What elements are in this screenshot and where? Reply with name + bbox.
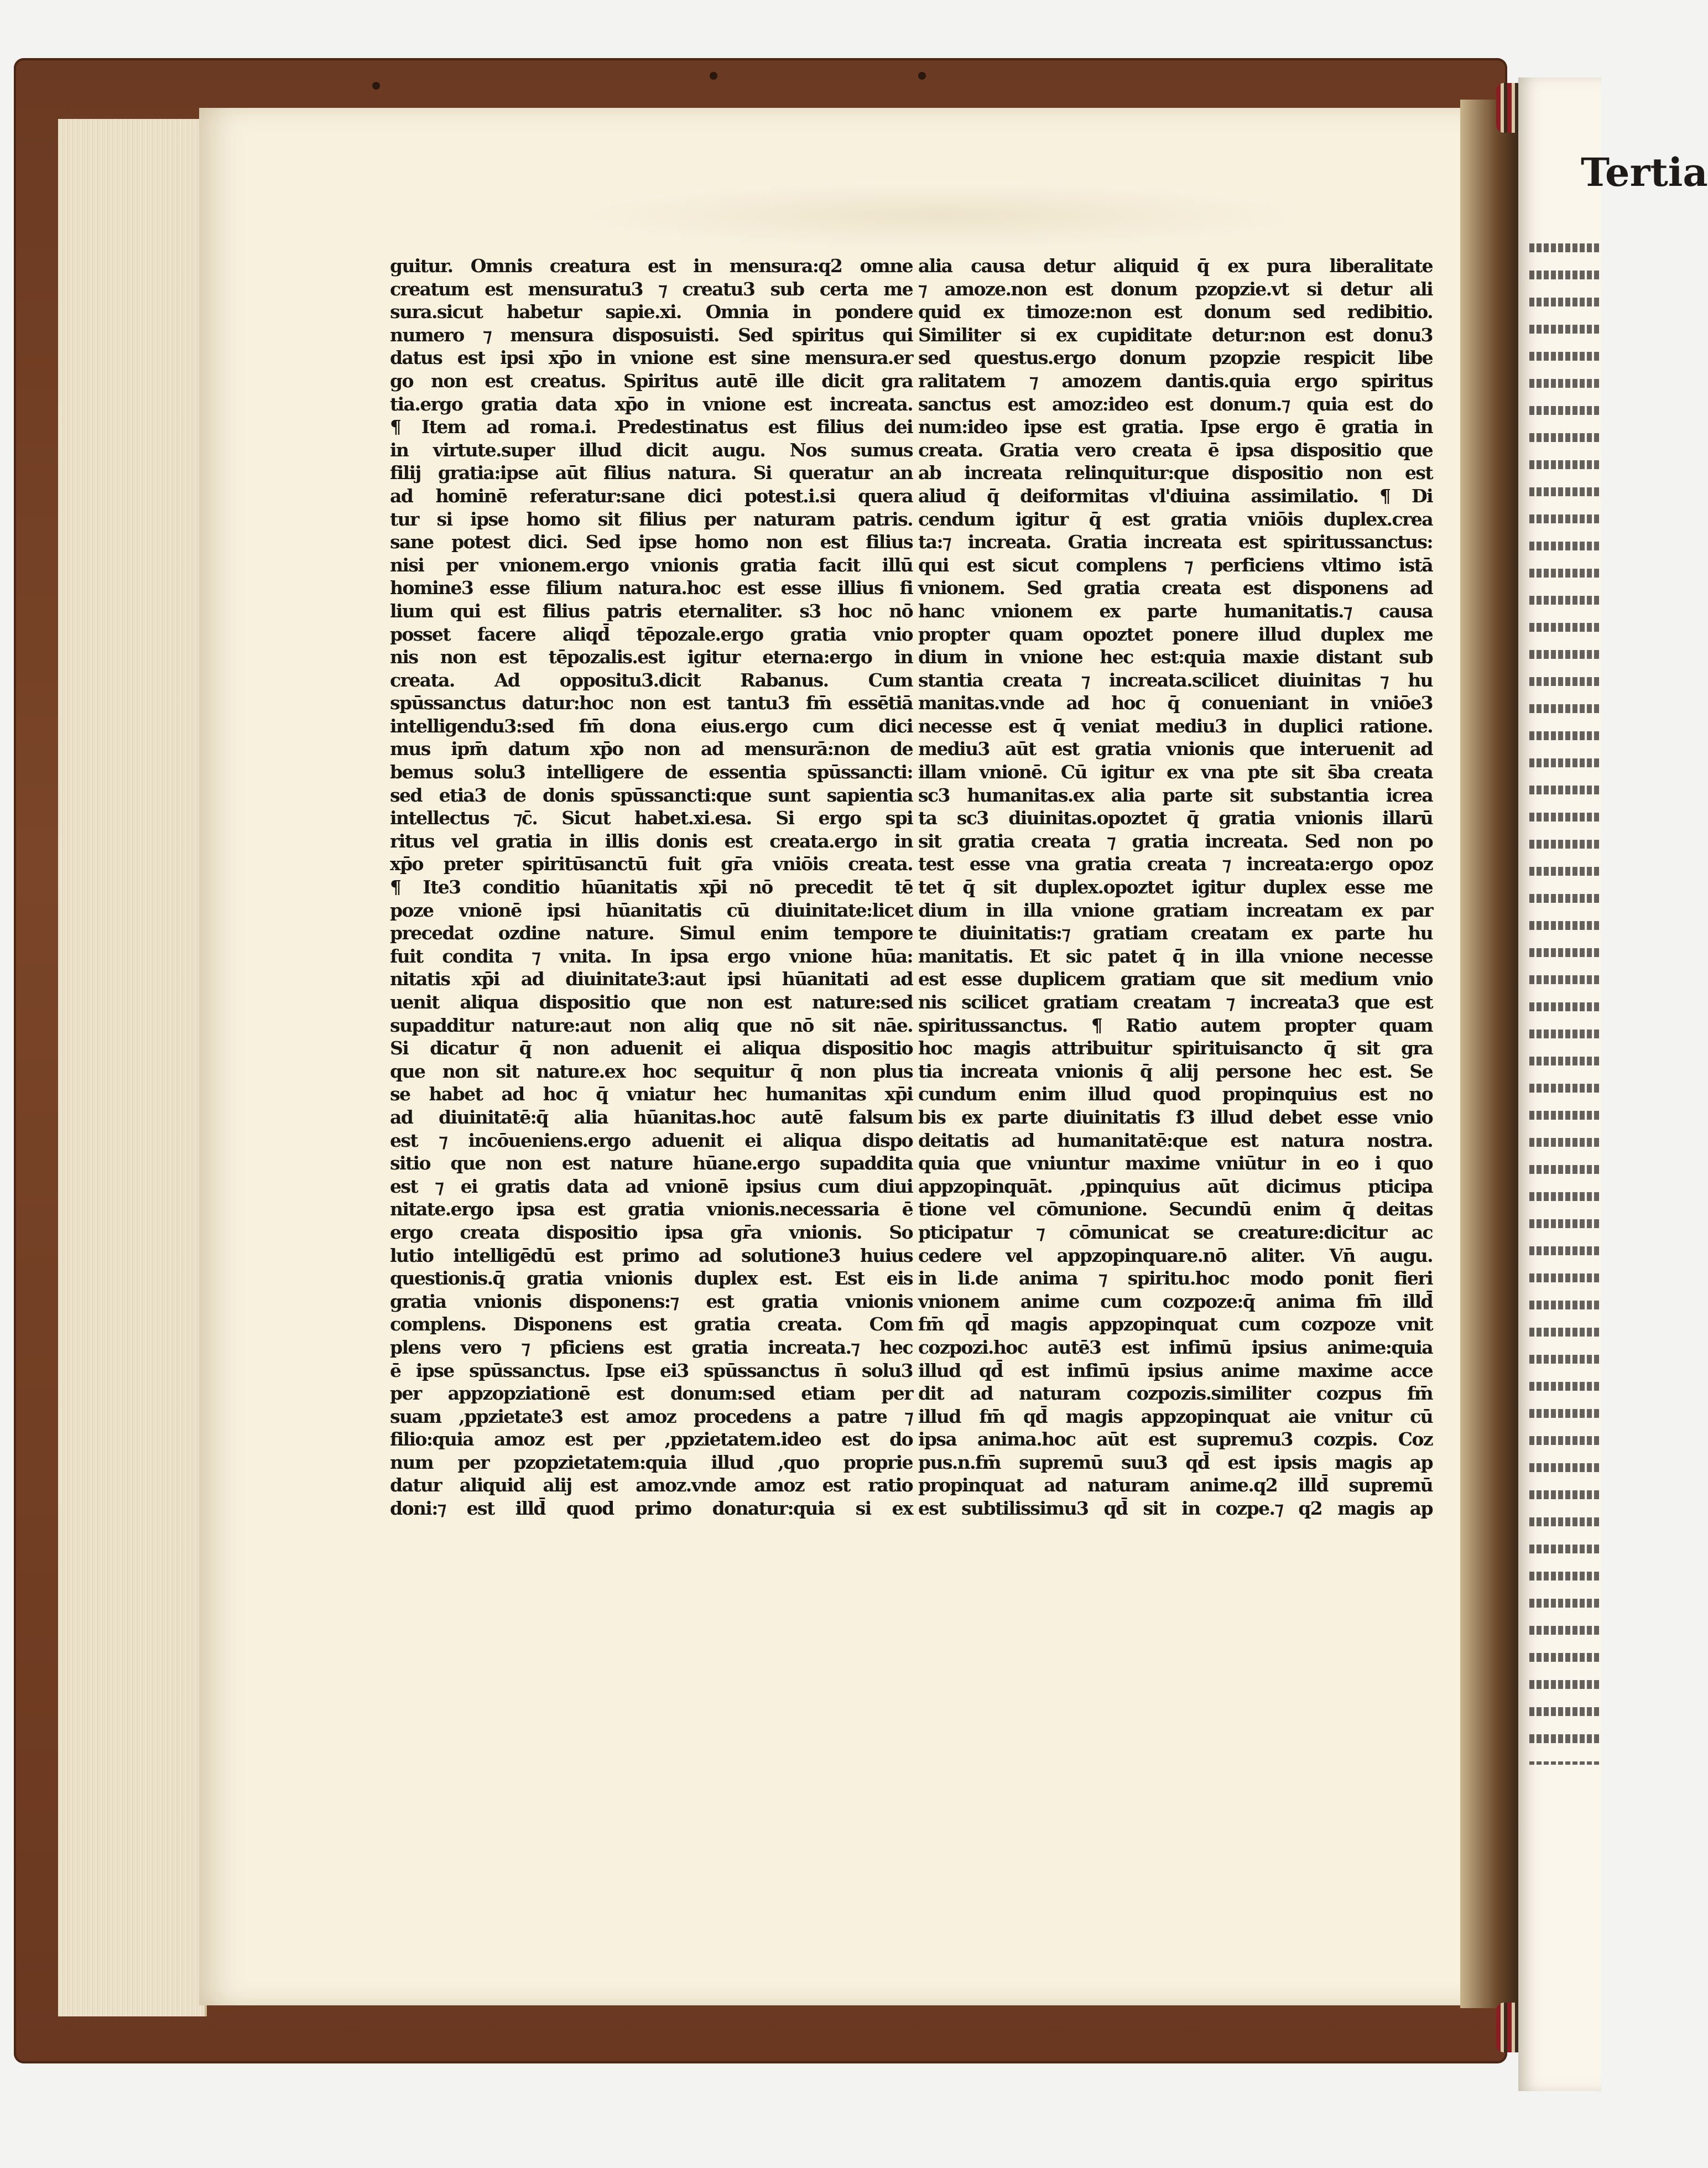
text-line: per appzopziationē est donum:sed etiam per bbox=[390, 1382, 913, 1405]
text-line: aliud q̄ deiformitas vl'diuina assimilatio. ¶ Di bbox=[918, 485, 1433, 507]
text-line: uenit aliqua dispositio que non est nature:sed bbox=[390, 991, 913, 1013]
text-line: in virtute.super illud dicit augu. Nos sumus bbox=[390, 439, 913, 461]
text-line: ē ipse spūssanctus. Ipse ei3 spūssanctus n̄ solu3 bbox=[390, 1359, 913, 1381]
text-line: questionis.q̄ gratia vnionis duplex est. Est eis bbox=[390, 1267, 913, 1290]
text-line: illud fm̄ qd̄ magis appzopinquat aie vnitur cū bbox=[918, 1405, 1433, 1427]
text-line: appzopinquāt. ,ppinquius aūt dicimus pticipa bbox=[918, 1175, 1433, 1197]
text-line: qui est sicut complens ⁊ perficiens vltimo istā bbox=[918, 554, 1433, 576]
right-page-text-fragment bbox=[1529, 243, 1601, 1765]
text-line: ipsa anima.hoc aūt est supremu3 cozpis. Coz bbox=[918, 1428, 1433, 1450]
text-line: precedat ozdine nature. Simul enim tempore bbox=[390, 922, 913, 944]
text-line: est subtilissimu3 qd̄ sit in cozpe.⁊ q2 magis ap bbox=[918, 1498, 1433, 1520]
text-line: homine3 esse filium natura.hoc est esse illius fi bbox=[390, 577, 913, 599]
text-line: se habet ad hoc q̄ vniatur hec humanitas xp̄i bbox=[390, 1083, 913, 1105]
text-line: manitas.vnde ad hoc q̄ conueniant in vniōe3 bbox=[918, 692, 1433, 714]
text-line: creatum est mensuratu3 ⁊ creatu3 sub certa me bbox=[390, 278, 913, 300]
right-page-edge bbox=[1518, 77, 1601, 2091]
text-line: que non sit nature.ex hoc sequitur q̄ non plus bbox=[390, 1060, 913, 1082]
page-stain bbox=[581, 183, 1300, 249]
text-line: illud qd̄ est infimū ipsius anime maxime acce bbox=[918, 1359, 1433, 1381]
text-line: sanctus est amoz:ideo est donum.⁊ quia est do bbox=[918, 393, 1433, 415]
text-line: cundum enim illud quod propinquius est no bbox=[918, 1083, 1433, 1105]
text-line: creata. Gratia vero creata ē ipsa dispositio que bbox=[918, 439, 1433, 461]
text-line: spiritussanctus. ¶ Ratio autem propter quam bbox=[918, 1014, 1433, 1036]
text-line: cendum igitur q̄ est gratia vniōis duplex.crea bbox=[918, 508, 1433, 530]
binding-nail bbox=[710, 72, 717, 80]
text-line: illam vnionē. Cū igitur ex vna pte sit s̄ba creata bbox=[918, 761, 1433, 783]
text-line: guitur. Omnis creatura est in mensura:q2 omne bbox=[390, 255, 913, 277]
text-line: suam ,ppzietate3 est amoz procedens a patre ⁊ bbox=[390, 1405, 913, 1427]
text-line: hoc magis attribuitur spirituisancto q̄ sit gra bbox=[918, 1037, 1433, 1059]
binding-nail bbox=[372, 82, 380, 90]
text-line: alia causa detur aliquid q̄ ex pura liberalitate bbox=[918, 255, 1433, 277]
text-line: ad hominē referatur:sane dici potest.i.si quera bbox=[390, 485, 913, 507]
text-line: lutio intelligēdū est primo ad solutione3 huius bbox=[390, 1244, 913, 1266]
text-line: intellectus ⁊c̄. Sicut habet.xi.esa. Si ergo spi bbox=[390, 807, 913, 829]
text-line: nitatis xp̄i ad diuinitate3:aut ipsi hūanitati ad bbox=[390, 968, 913, 990]
text-line: filij gratia:ipse aūt filius natura. Si queratur an bbox=[390, 462, 913, 484]
text-line: propter quam opoztet ponere illud duplex me bbox=[918, 623, 1433, 645]
text-line: num per pzopzietatem:quia illud ,quo proprie bbox=[390, 1451, 913, 1473]
text-line: cedere vel appzopinquare.nō aliter. Vn̄ augu. bbox=[918, 1244, 1433, 1266]
text-line: test esse vna gratia creata ⁊ increata:ergo opoz bbox=[918, 853, 1433, 875]
text-line: bemus solu3 intelligere de essentia spūssancti: bbox=[390, 761, 913, 783]
text-line: dium in vnione hec est:quia maxie distant sub bbox=[918, 646, 1433, 668]
text-line: complens. Disponens est gratia creata. Com bbox=[390, 1313, 913, 1335]
right-page-running-head: Tertia bbox=[1581, 149, 1708, 195]
text-line: spūssanctus datur:hoc non est tantu3 fm̄ essētiā bbox=[390, 692, 913, 714]
text-line: datur aliquid alij est amoz.vnde amoz est ratio bbox=[390, 1474, 913, 1496]
text-line: vnionem. Sed gratia creata est disponens ad bbox=[918, 577, 1433, 599]
text-line: supadditur nature:aut non aliq que nō sit nāe. bbox=[390, 1014, 913, 1036]
text-line: posset facere aliqd̄ tēpozale.ergo gratia vnio bbox=[390, 623, 913, 645]
text-line: est esse duplicem gratiam que sit medium vnio bbox=[918, 968, 1433, 990]
binding-nail bbox=[918, 72, 926, 80]
text-line: pticipatur ⁊ cōmunicat se creature:dicitur ac bbox=[918, 1221, 1433, 1243]
text-line: Si dicatur q̄ non aduenit ei aliqua dispositio bbox=[390, 1037, 913, 1059]
text-line: est ⁊ incōueniens.ergo aduenit ei aliqua dispo bbox=[390, 1129, 913, 1151]
text-line: quid ex timoze:non est donum sed redibitio. bbox=[918, 301, 1433, 323]
text-line: deitatis ad humanitatē:que est natura nostra. bbox=[918, 1129, 1433, 1151]
text-line: stantia creata ⁊ increata.scilicet diuinitas ⁊ hu bbox=[918, 669, 1433, 691]
text-line: sane potest dici. Sed ipse homo non est filius bbox=[390, 531, 913, 553]
text-line: ta:⁊ increata. Gratia increata est spiritussanctus: bbox=[918, 531, 1433, 553]
page-edges bbox=[58, 119, 207, 2016]
text-line: ritus vel gratia in illis donis est creata.ergo in bbox=[390, 830, 913, 852]
text-line: pus.n.fm̄ supremū suu3 qd̄ est ipsis magis ap bbox=[918, 1451, 1433, 1473]
text-line: propinquat ad naturam anime.q2 illd̄ supremū bbox=[918, 1474, 1433, 1496]
text-line: manitatis. Et sic patet q̄ in illa vnione necesse bbox=[918, 945, 1433, 967]
text-line: num:ideo ipse est gratia. Ipse ergo ē gratia in bbox=[918, 416, 1433, 438]
text-line: ¶ Item ad roma.i. Predestinatus est filius dei bbox=[390, 416, 913, 438]
text-line: gratia vnionis disponens:⁊ est gratia vnionis bbox=[390, 1290, 913, 1312]
text-line: filio:quia amoz est per ,ppzietatem.ideo est do bbox=[390, 1428, 913, 1450]
text-line: lium qui est filius patris eternaliter. s3 hoc nō bbox=[390, 600, 913, 622]
text-line: ralitatem ⁊ amozem dantis.quia ergo spiritus bbox=[918, 370, 1433, 392]
text-line: nisi per vnionem.ergo vnionis gratia facit illū bbox=[390, 554, 913, 576]
text-line: ⁊ amoze.non est donum pzopzie.vt si detur ali bbox=[918, 278, 1433, 300]
text-line: quia que vniuntur maxime vniūtur in eo i quo bbox=[918, 1152, 1433, 1174]
text-line: tur si ipse homo sit filius per naturam patris. bbox=[390, 508, 913, 530]
text-line: necesse est q̄ veniat mediu3 in duplici ratione. bbox=[918, 715, 1433, 737]
text-line: fm̄ qd̄ magis appzopinquat cum cozpoze vnit bbox=[918, 1313, 1433, 1335]
text-line: Similiter si ex cupiditate detur:non est donu3 bbox=[918, 324, 1433, 346]
text-line: intelligendu3:sed fm̄ dona eius.ergo cum dici bbox=[390, 715, 913, 737]
text-line: tione vel cōmunione. Secundū enim q̄ deitas bbox=[918, 1198, 1433, 1220]
text-line: ab increata relinquitur:que dispositio non est bbox=[918, 462, 1433, 484]
text-line: te diuinitatis:⁊ gratiam creatam ex parte hu bbox=[918, 922, 1433, 944]
text-line: sed etia3 de donis spūssancti:que sunt sapientia bbox=[390, 784, 913, 806]
text-line: est ⁊ ei gratis data ad vnionē ipsius cum diui bbox=[390, 1175, 913, 1197]
text-line: sura.sicut habetur sapie.xi. Omnia in pondere bbox=[390, 301, 913, 323]
text-line: sed questus.ergo donum pzopzie respicit libe bbox=[918, 347, 1433, 369]
text-line: nitate.ergo ipsa est gratia vnionis.necessaria ē bbox=[390, 1198, 913, 1220]
text-line: tia increata vnionis q̄ alij persone hec est. Se bbox=[918, 1060, 1433, 1082]
text-line: bis ex parte diuinitatis f3 illud debet esse vnio bbox=[918, 1106, 1433, 1128]
text-line: mediu3 aūt est gratia vnionis que interuenit ad bbox=[918, 738, 1433, 760]
text-line: tet q̄ sit duplex.opoztet igitur duplex esse me bbox=[918, 876, 1433, 898]
text-line: in li.de anima ⁊ spiritu.hoc modo ponit fieri bbox=[918, 1267, 1433, 1290]
text-line: creata. Ad oppositu3.dicit Rabanus. Cum bbox=[390, 669, 913, 691]
text-line: sit gratia creata ⁊ gratia increata. Sed non po bbox=[918, 830, 1433, 852]
text-line: cozpozi.hoc autē3 est infimū ipsius anime:quia bbox=[918, 1336, 1433, 1358]
text-line: plens vero ⁊ pficiens est gratia increata.⁊ hec bbox=[390, 1336, 913, 1358]
text-line: datus est ipsi xp̄o in vnione est sine mensura.er bbox=[390, 347, 913, 369]
text-line: sc3 humanitas.ex alia parte sit substantia icrea bbox=[918, 784, 1433, 806]
text-line: ad diuinitatē:q̄ alia hūanitas.hoc autē falsum bbox=[390, 1106, 913, 1128]
text-line: poze vnionē ipsi hūanitatis cū diuinitate:licet bbox=[390, 899, 913, 921]
text-line: hanc vnionem ex parte humanitatis.⁊ causa bbox=[918, 600, 1433, 622]
text-line: doni:⁊ est illd̄ quod primo donatur:quia si ex bbox=[390, 1498, 913, 1520]
text-line: tia.ergo gratia data xp̄o in vnione est increata. bbox=[390, 393, 913, 415]
text-line: ¶ Ite3 conditio hūanitatis xp̄i nō precedit tē bbox=[390, 876, 913, 898]
text-line: go non est creatus. Spiritus autē ille dicit gra bbox=[390, 370, 913, 392]
left-text-column bbox=[390, 254, 913, 1520]
text-line: sitio que non est nature hūane.ergo supaddita bbox=[390, 1152, 913, 1174]
text-line: ta sc3 diuinitas.opoztet q̄ gratia vnionis illarū bbox=[918, 807, 1433, 829]
text-line: nis scilicet gratiam creatam ⁊ increata3 que est bbox=[918, 991, 1433, 1013]
text-line: numero ⁊ mensura disposuisti. Sed spiritus qui bbox=[390, 324, 913, 346]
text-line: vnionem anime cum cozpoze:q̄ anima fm̄ illd̄ bbox=[918, 1290, 1433, 1312]
text-line: nis non est tēpozalis.est igitur eterna:ergo in bbox=[390, 646, 913, 668]
text-line: fuit condita ⁊ vnita. In ipsa ergo vnione hūa: bbox=[390, 945, 913, 967]
text-line: dium in illa vnione gratiam increatam ex par bbox=[918, 899, 1433, 921]
text-line: ergo creata dispositio ipsa gr̄a vnionis. So bbox=[390, 1221, 913, 1243]
text-line: xp̄o preter spiritūsanctū fuit gr̄a vniōis creata. bbox=[390, 853, 913, 875]
text-line: dit ad naturam cozpozis.similiter cozpus fm̄ bbox=[918, 1382, 1433, 1405]
right-text-column bbox=[918, 254, 1433, 1520]
text-line: mus ipm̄ datum xp̄o non ad mensurā:non de bbox=[390, 738, 913, 760]
book-gutter bbox=[1460, 100, 1527, 2008]
